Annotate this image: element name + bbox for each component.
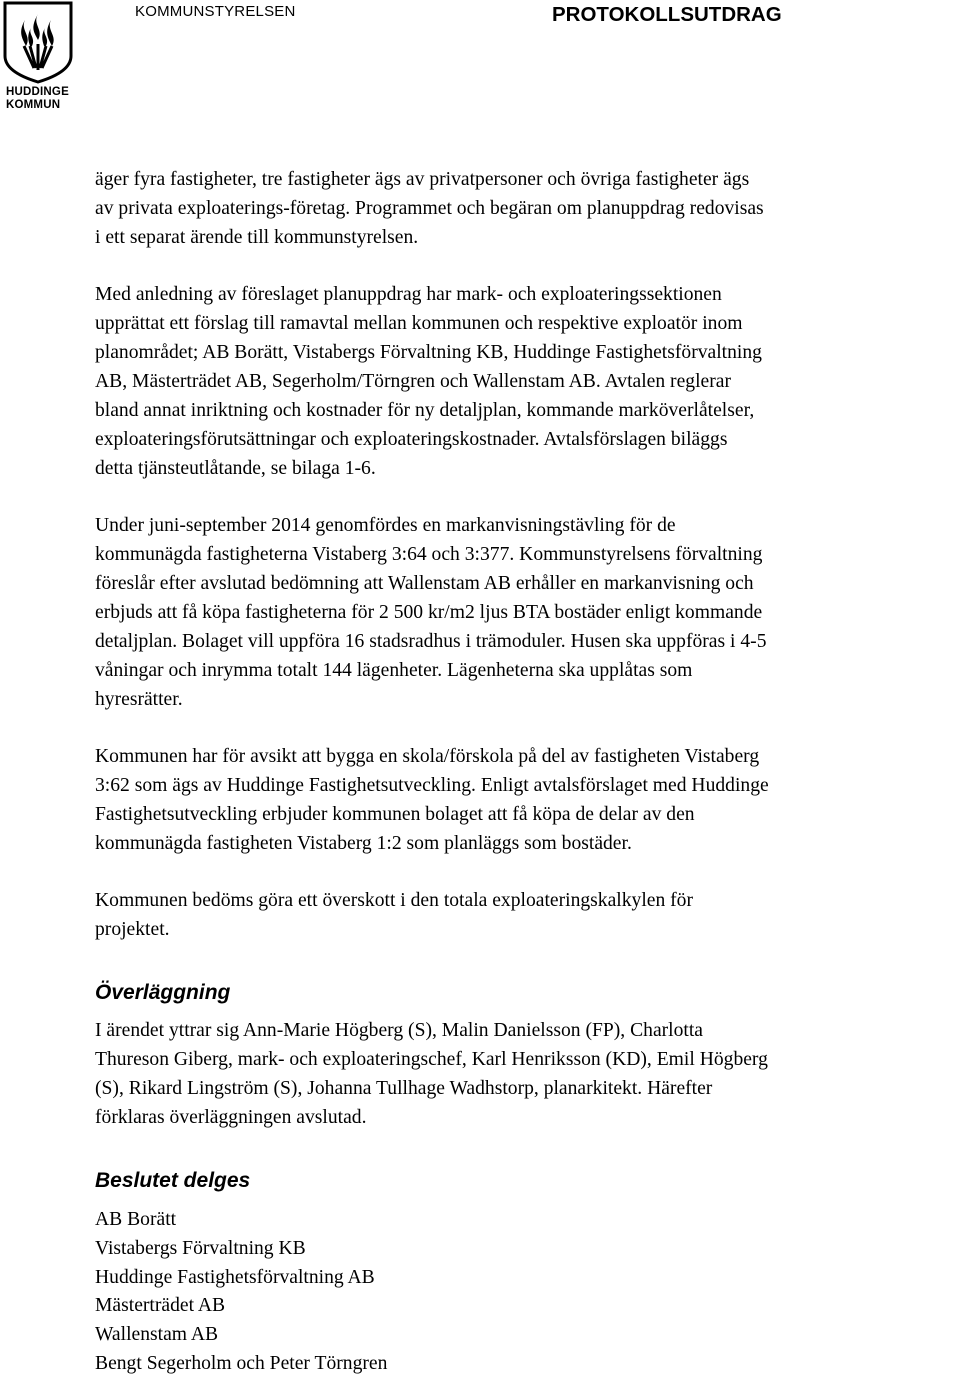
paragraph-1 bbox=[95, 165, 960, 252]
municipality-logo bbox=[0, 0, 76, 122]
text-line: av privata exploaterings-företag. Programmet och begäran om planuppdrag redovisas bbox=[95, 198, 764, 219]
text-line: Thureson Giberg, mark- och exploateringschef, Karl Henriksson (KD), Emil Högberg bbox=[95, 1049, 768, 1070]
recipient-item: Bengt Segerholm och Peter Törngren bbox=[95, 1352, 388, 1374]
text-line: detaljplan. Bolaget vill uppföra 16 stadsradhus i trämoduler. Husen ska uppföras i 4-5 bbox=[95, 631, 767, 652]
text-line: bland annat inriktning och kostnader för ny detaljplan, kommande marköverlåtelser, bbox=[95, 400, 755, 421]
organization-name: KOMMUNSTYRELSEN bbox=[135, 3, 296, 20]
recipient-item: Mästerträdet AB bbox=[95, 1295, 226, 1317]
paragraph-3 bbox=[95, 511, 960, 714]
recipient-item: Wallenstam AB bbox=[95, 1324, 219, 1346]
text-line: detta tjänsteutlåtande, se bilaga 1-6. bbox=[95, 458, 376, 479]
text-line: äger fyra fastigheter, tre fastigheter ägs av privatpersoner och övriga fastigheter ägs bbox=[95, 169, 750, 190]
text-line: i ett separat ärende till kommunstyrelsen. bbox=[95, 227, 419, 248]
text-line: upprättat ett förslag till ramavtal mellan kommunen och respektive exploatör inom bbox=[95, 313, 743, 334]
recipient-list bbox=[95, 1206, 387, 1379]
text-line: Kommunen har för avsikt att bygga en skola/förskola på del av fastigheten Vistaberg bbox=[95, 746, 760, 767]
document-type: PROTOKOLLSUTDRAG bbox=[552, 3, 782, 26]
logo-text-line1: HUDDINGE bbox=[6, 86, 69, 98]
text-line: Kommunen bedöms göra ett överskott i den totala exploateringskalkylen för bbox=[95, 890, 694, 911]
text-line: I ärendet yttrar sig Ann-Marie Högberg (S), Malin Danielsson (FP), Charlotta bbox=[95, 1020, 704, 1041]
text-line: erbjuds att få köpa fastigheterna för 2 500 kr/m2 ljus BTA bostäder enligt kommande bbox=[95, 602, 763, 623]
text-line: förklaras överläggningen avslutad. bbox=[95, 1107, 367, 1128]
paragraph-2 bbox=[95, 280, 960, 483]
text-line: kommunägda fastigheten Vistaberg 1:2 som planläggs som bostäder. bbox=[95, 833, 632, 854]
logo-text-line2: KOMMUN bbox=[6, 99, 61, 111]
coat-of-arms-icon bbox=[0, 0, 76, 84]
text-line: (S), Rikard Lingström (S), Johanna Tullhage Wadhstorp, planarkitekt. Härefter bbox=[95, 1078, 713, 1099]
section-heading-distribution: Beslutet delges bbox=[95, 1169, 251, 1192]
text-line: 3:62 som ägs av Huddinge Fastighetsutveckling. Enligt avtalsförslaget med Huddinge bbox=[95, 775, 769, 796]
text-line: AB, Mästerträdet AB, Segerholm/Törngren och Wallenstam AB. Avtalen reglerar bbox=[95, 371, 731, 392]
text-line: Fastighetsutveckling erbjuder kommunen bolaget att få köpa de delar av den bbox=[95, 804, 695, 825]
text-line: föreslår efter avslutad bedömning att Wallenstam AB erhåller en markanvisning och bbox=[95, 573, 754, 594]
text-line: projektet. bbox=[95, 919, 170, 940]
text-line: planområdet; AB Borätt, Vistabergs Förvaltning KB, Huddinge Fastighetsförvaltning bbox=[95, 342, 762, 363]
text-line: kommunägda fastigheterna Vistaberg 3:64 och 3:377. Kommunstyrelsens förvaltning bbox=[95, 544, 763, 565]
text-line: Under juni-september 2014 genomfördes en markanvisningstävling för de bbox=[95, 515, 676, 536]
text-line: Med anledning av föreslaget planuppdrag har mark- och exploateringssektionen bbox=[95, 284, 722, 305]
paragraph-5 bbox=[95, 886, 960, 944]
deliberation-paragraph bbox=[95, 1016, 960, 1132]
text-line: hyresrätter. bbox=[95, 689, 183, 710]
recipient-item: Vistabergs Förvaltning KB bbox=[95, 1237, 306, 1259]
paragraph-4 bbox=[95, 742, 960, 858]
section-heading-deliberation: Överläggning bbox=[95, 981, 231, 1004]
text-line: exploateringsförutsättningar och exploateringskostnader. Avtalsförslagen biläggs bbox=[95, 429, 728, 450]
recipient-item: Huddinge Fastighetsförvaltning AB bbox=[95, 1266, 375, 1288]
text-line: våningar och inrymma totalt 144 lägenheter. Lägenheterna ska upplåtas som bbox=[95, 660, 693, 681]
recipient-item: AB Borätt bbox=[95, 1209, 177, 1230]
